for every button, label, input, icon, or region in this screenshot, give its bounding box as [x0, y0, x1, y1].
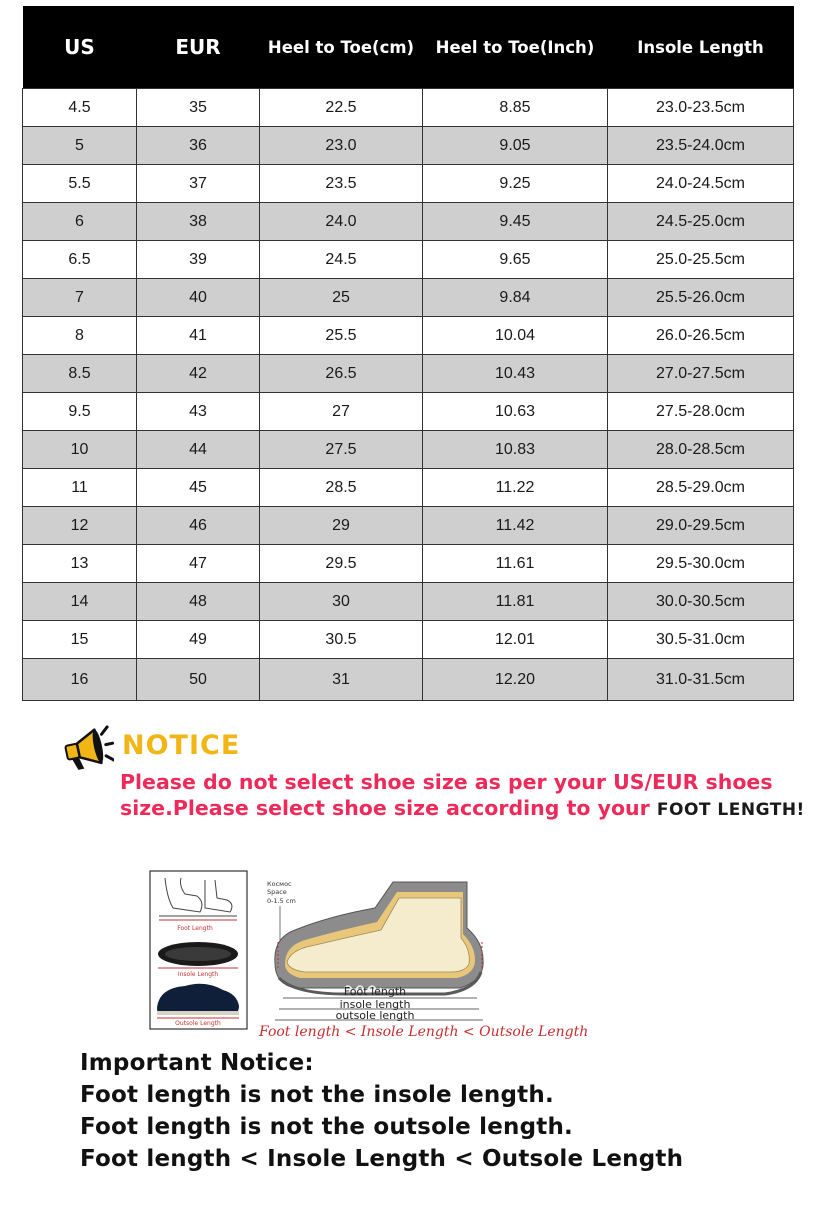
cell-heel-toe-cm: 29: [260, 507, 423, 545]
cell-heel-toe-inch: 8.85: [423, 89, 608, 127]
foot-length-emphasis: FOOT LENGTH!: [656, 800, 805, 820]
cell-heel-toe-inch: 10.04: [423, 317, 608, 355]
table-row: [23, 431, 794, 469]
cell-heel-toe-inch: 12.01: [423, 621, 608, 659]
table-row: [23, 507, 794, 545]
cell-eur: 44: [137, 431, 260, 469]
table-row: [23, 621, 794, 659]
cell-heel-toe-cm: 25: [260, 279, 423, 317]
cell-insole-length: 23.0-23.5cm: [608, 89, 794, 127]
cell-heel-toe-cm: 25.5: [260, 317, 423, 355]
shoe-cross-section: [275, 882, 483, 994]
cell-insole-length: 25.0-25.5cm: [608, 241, 794, 279]
notice-line-2: [120, 796, 805, 820]
table-row: [23, 317, 794, 355]
shoe-sole: [157, 1011, 239, 1015]
table-row: [23, 659, 794, 701]
table-row: [23, 89, 794, 127]
cell-us: 16: [23, 659, 137, 701]
cell-us: 6.5: [23, 241, 137, 279]
foot-measurement-diagram: [145, 868, 615, 1048]
table-row: [23, 545, 794, 583]
cell-us: 12: [23, 507, 137, 545]
cell-heel-toe-cm: 30.5: [260, 621, 423, 659]
header-heel-toe-cm: Heel to Toe(cm): [260, 6, 423, 89]
notice-line-2-text: size.Please select shoe size according to your: [120, 796, 657, 820]
cell-insole-length: 27.5-28.0cm: [608, 393, 794, 431]
header-heel-toe-inch: Heel to Toe(Inch): [423, 6, 608, 89]
megaphone-icon: [56, 724, 114, 772]
cell-heel-toe-inch: 10.43: [423, 355, 608, 393]
cell-heel-toe-inch: 11.61: [423, 545, 608, 583]
table-row: [23, 393, 794, 431]
cell-eur: 35: [137, 89, 260, 127]
table-row: [23, 469, 794, 507]
cell-heel-toe-cm: 30: [260, 583, 423, 621]
cell-heel-toe-inch: 10.83: [423, 431, 608, 469]
cell-eur: 47: [137, 545, 260, 583]
table-header-row: [23, 6, 794, 89]
cell-us: 5: [23, 127, 137, 165]
cell-heel-toe-inch: 9.25: [423, 165, 608, 203]
shoe-outsole-length-label: outsole length: [335, 1009, 415, 1022]
cell-insole-length: 29.0-29.5cm: [608, 507, 794, 545]
cell-heel-toe-cm: 29.5: [260, 545, 423, 583]
cell-insole-length: 30.0-30.5cm: [608, 583, 794, 621]
important-notice-line-1: Foot length is not the insole length.: [80, 1082, 554, 1108]
header-insole-length: Insole Length: [608, 6, 794, 89]
cell-heel-toe-cm: 31: [260, 659, 423, 701]
insole-length-label: Insole Length: [177, 971, 219, 978]
cell-us: 10: [23, 431, 137, 469]
cell-heel-toe-cm: 24.5: [260, 241, 423, 279]
space-label-2: Space: [267, 888, 287, 896]
cell-heel-toe-inch: 11.22: [423, 469, 608, 507]
cell-eur: 49: [137, 621, 260, 659]
insole-inner: [165, 947, 231, 961]
cell-us: 4.5: [23, 89, 137, 127]
space-label-3: 0-1.5 cm: [267, 897, 296, 905]
cell-heel-toe-inch: 9.65: [423, 241, 608, 279]
cell-heel-toe-inch: 12.20: [423, 659, 608, 701]
cell-eur: 42: [137, 355, 260, 393]
cell-heel-toe-inch: 11.81: [423, 583, 608, 621]
notice-title: NOTICE: [122, 730, 241, 761]
important-notice-line-2: Foot length is not the outsole length.: [80, 1114, 573, 1140]
cell-insole-length: 24.0-24.5cm: [608, 165, 794, 203]
table-row: [23, 203, 794, 241]
table-row: [23, 583, 794, 621]
size-chart-table: [22, 6, 794, 701]
cell-eur: 45: [137, 469, 260, 507]
table-row: [23, 165, 794, 203]
cell-insole-length: 31.0-31.5cm: [608, 659, 794, 701]
cell-heel-toe-inch: 9.45: [423, 203, 608, 241]
foot-length-label: Foot Length: [177, 925, 213, 932]
cell-eur: 40: [137, 279, 260, 317]
cell-eur: 48: [137, 583, 260, 621]
space-label-1: Космос: [267, 880, 292, 888]
cell-eur: 37: [137, 165, 260, 203]
cell-us: 8.5: [23, 355, 137, 393]
cell-eur: 43: [137, 393, 260, 431]
table-row: [23, 355, 794, 393]
cell-heel-toe-cm: 28.5: [260, 469, 423, 507]
cell-us: 8: [23, 317, 137, 355]
cell-insole-length: 23.5-24.0cm: [608, 127, 794, 165]
cell-insole-length: 27.0-27.5cm: [608, 355, 794, 393]
table-row: [23, 241, 794, 279]
cell-eur: 46: [137, 507, 260, 545]
cell-us: 13: [23, 545, 137, 583]
cell-eur: 38: [137, 203, 260, 241]
cell-insole-length: 24.5-25.0cm: [608, 203, 794, 241]
shoe-insole-length-label: insole length: [339, 998, 411, 1011]
cell-insole-length: 26.0-26.5cm: [608, 317, 794, 355]
cell-insole-length: 29.5-30.0cm: [608, 545, 794, 583]
important-notice-line-3: Foot length < Insole Length < Outsole Length: [80, 1146, 684, 1172]
cell-insole-length: 30.5-31.0cm: [608, 621, 794, 659]
cell-insole-length: 25.5-26.0cm: [608, 279, 794, 317]
cell-heel-toe-cm: 26.5: [260, 355, 423, 393]
cell-us: 11: [23, 469, 137, 507]
cell-heel-toe-cm: 27: [260, 393, 423, 431]
header-us: US: [23, 6, 137, 89]
cell-eur: 50: [137, 659, 260, 701]
shoe-foot-length-label: Foot length: [343, 985, 407, 998]
table-row: [23, 279, 794, 317]
cell-heel-toe-cm: 23.0: [260, 127, 423, 165]
cell-us: 6: [23, 203, 137, 241]
important-notice-title: Important Notice:: [80, 1050, 314, 1076]
cell-heel-toe-inch: 9.05: [423, 127, 608, 165]
cell-heel-toe-inch: 11.42: [423, 507, 608, 545]
cell-heel-toe-cm: 27.5: [260, 431, 423, 469]
cell-us: 14: [23, 583, 137, 621]
cell-heel-toe-inch: 9.84: [423, 279, 608, 317]
cell-heel-toe-cm: 22.5: [260, 89, 423, 127]
cell-eur: 39: [137, 241, 260, 279]
cell-us: 7: [23, 279, 137, 317]
header-eur: EUR: [137, 6, 260, 89]
cell-eur: 41: [137, 317, 260, 355]
cell-insole-length: 28.5-29.0cm: [608, 469, 794, 507]
cell-eur: 36: [137, 127, 260, 165]
cell-heel-toe-cm: 24.0: [260, 203, 423, 241]
notice-line-1: Please do not select shoe size as per your US/EUR shoes: [120, 770, 773, 794]
cell-us: 5.5: [23, 165, 137, 203]
cell-us: 15: [23, 621, 137, 659]
table-row: [23, 127, 794, 165]
outsole-length-label: Outsole Length: [175, 1020, 221, 1027]
cell-heel-toe-cm: 23.5: [260, 165, 423, 203]
cell-us: 9.5: [23, 393, 137, 431]
cell-heel-toe-inch: 10.63: [423, 393, 608, 431]
cell-insole-length: 28.0-28.5cm: [608, 431, 794, 469]
diagram-caption: Foot length < Insole Length < Outsole Length: [259, 1024, 589, 1040]
